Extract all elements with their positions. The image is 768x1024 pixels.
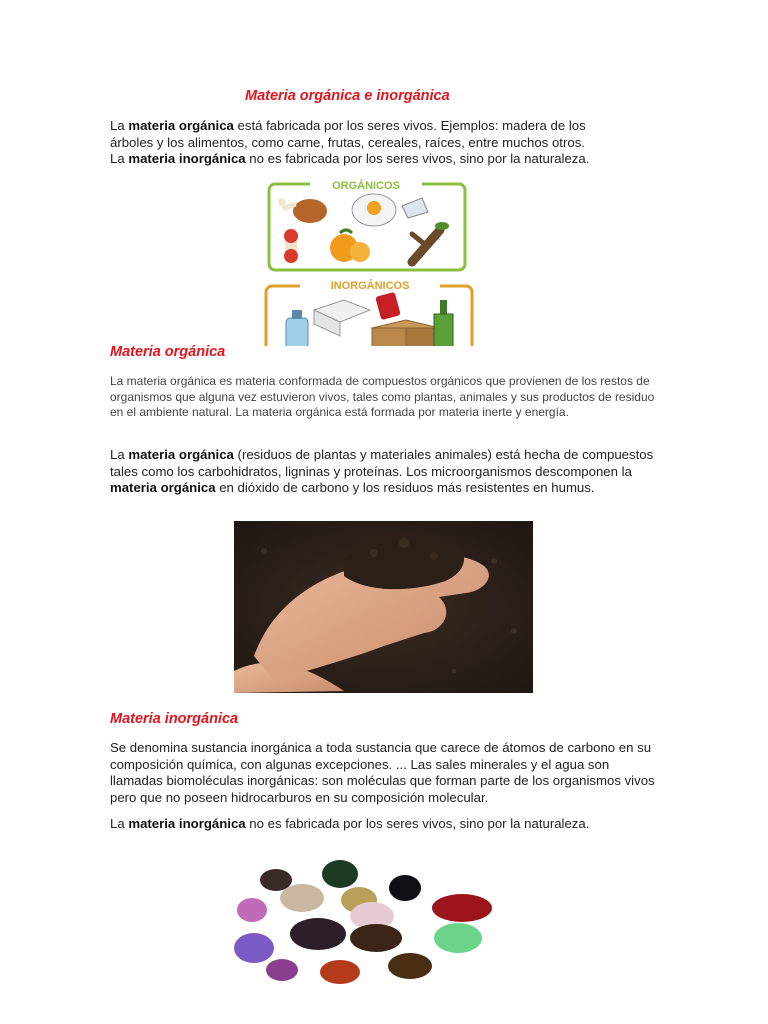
- inorganic-label: INORGÁNICOS: [330, 280, 410, 292]
- stone-icon: [434, 923, 482, 953]
- mineral-stones-photo: [216, 844, 506, 1010]
- stone-icon: [432, 894, 492, 922]
- stone-icon: [237, 898, 267, 922]
- stone-icon: [320, 960, 360, 984]
- organic-label: ORGÁNICOS: [332, 180, 400, 192]
- stone-icon: [389, 875, 421, 901]
- organic-heading: Materia orgánica: [110, 344, 226, 360]
- apple-core-icon: [284, 229, 298, 263]
- stone-icon: [388, 953, 432, 979]
- soil-hand-photo: [234, 521, 533, 693]
- inorganic-paragraph-1: Se denomina sustancia inorgánica a toda sustancia que carece de átomos de carbono en su composición química, con algunas excepciones. ... Las sales minerales y el agua son llamadas biomoléculas inorgánicas: son moléculas que forman parte de los organismos vivos pero que no poseen hidrocarburos en su composición molecular.: [110, 740, 655, 805]
- stone-icon: [290, 918, 346, 950]
- stone-icon: [280, 884, 324, 912]
- organic-inorganic-illustration: [262, 178, 478, 346]
- inorganic-heading: Materia inorgánica: [110, 711, 239, 727]
- page-title: Materia orgánica e inorgánica: [245, 88, 450, 104]
- organic-paragraph-2: La materia orgánica (residuos de plantas y materiales animales) está hecha de compuestos tales como los carbohidratos, ligninas y proteínas. Los microorganismos descomponen la materia orgánica en dióxido de carbono y los residuos más resistentes en humus.: [110, 447, 654, 495]
- stone-icon: [266, 959, 298, 981]
- intro-paragraph: La materia orgánica está fabricada por los seres vivos. Ejemplos: madera de los árboles y los alimentos, como carne, frutas, cereales, raíces, entre muchos otros. La materia inorgánica no es fabricada por los seres vivos, sino por la naturaleza.: [110, 118, 590, 166]
- stone-icon: [322, 860, 358, 888]
- stone-icon: [350, 924, 402, 952]
- organic-paragraph-1: La materia orgánica es materia conformada de compuestos orgánicos que provienen de los restos de organismos que alguna vez estuvieron vivos, tales como plantas, animales y sus productos de residuo en el ambiente natural. La materia orgánica está formada por materia inerte y energía.: [110, 374, 655, 419]
- inorganic-paragraph-2: La materia inorgánica no es fabricada por los seres vivos, sino por la naturaleza.: [110, 816, 590, 831]
- stone-icon: [234, 933, 274, 963]
